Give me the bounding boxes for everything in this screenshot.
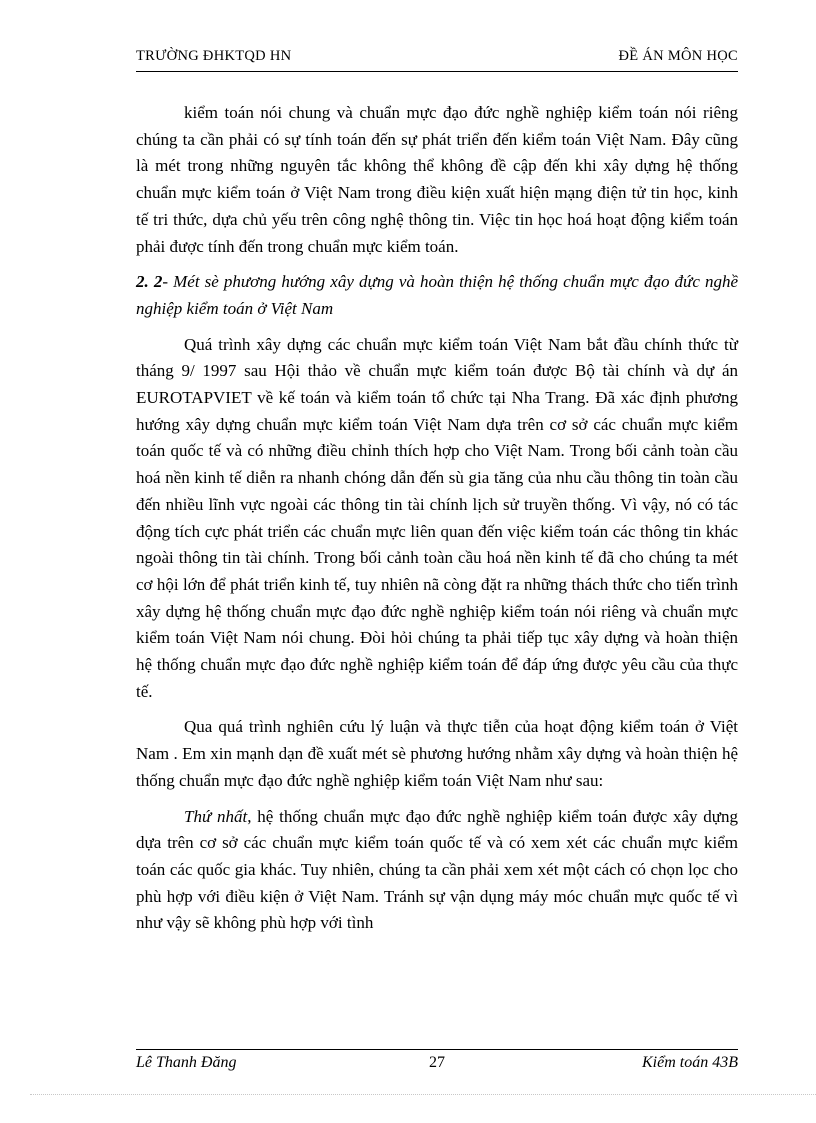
section-title: - Mét sè phương hướng xây dựng và hoàn thiện hệ thống chuẩn mực đạo đức nghề nghiệp kiểm toán ở Việt Nam — [136, 272, 739, 318]
paragraph-1: kiểm toán nói chung và chuẩn mực đạo đức nghề nghiệp kiểm toán nói riêng chúng ta cần phải có sự tính toán đến sự phát triển đến kiểm toán Việt Nam. Đây cũng là mét trong những nguyên tắc không thể không đề cập đến khi xây dựng hệ thống chuẩn mực kiểm toán ở Việt Nam trong điều kiện xuất hiện mạng điện tử tin học, kinh tế tri thức, dựa chủ yếu trên công nghệ thông tin. Việc tin học hoá hoạt động kiểm toán phải được tính đến trong chuẩn mực kiểm toán. — [136, 103, 738, 256]
section-heading — [136, 269, 738, 322]
footer-class: Kiểm toán 43B — [642, 1054, 738, 1071]
header-course: ĐỀ ÁN MÔN HỌC — [618, 48, 738, 64]
page-footer — [136, 1054, 738, 1078]
paragraph-2: Quá trình xây dựng các chuẩn mực kiểm toán Việt Nam bắt đầu chính thức từ tháng 9/ 1997 sau Hội thảo về chuẩn mực kiểm toán được Bộ tài chính và dự án EUROTAPVIET về kế toán và kiểm toán tổ chức tại Nha Trang. Đã xác định phương hướng xây dựng chuẩn mực kiểm toán Việt Nam dựa trên cơ sở các chuẩn mực kiểm toán quốc tế và có những điều chỉnh thích hợp cho Việt Nam. Trong bối cảnh toàn cầu hoá nền kinh tế diễn ra nhanh chóng dẫn đến sù gia tăng của nhu cầu thông tin toàn cầu đến nhiều lĩnh vực ngoài các thông tin tài chính lịch sử truyền thống. Vì vậy, nó có tác động tích cực phát triển các chuẩn mực liên quan đến việc kiểm toán các thông tin khác ngoài thông tin tài chính. Trong bối cảnh toàn cầu hoá nền kinh tế đã cho chúng ta mét cơ hội lớn để phát triển kinh tế, tuy nhiên nã còng đặt ra những thách thức cho tiến trình xây dựng hệ thống chuẩn mực đạo đức nghề nghiệp kiểm toán nói riêng và chuẩn mực kiểm toán Việt Nam nói chung. Đòi hỏi chúng ta phải tiếp tục xây dựng và hoàn thiện hệ thống chuẩn mực đạo đức nghề nghiệp kiểm toán để đáp ứng được yêu cầu của thực tế. — [136, 334, 738, 701]
section-number: 2. 2 — [136, 272, 163, 292]
header-school: TRƯỜNG ĐHKTQD HN — [136, 48, 292, 64]
footer-divider — [136, 1049, 738, 1050]
footer-author: Lê Thanh Đăng — [136, 1054, 237, 1071]
header-divider — [136, 71, 738, 72]
footer-page-number: 27 — [429, 1054, 445, 1071]
paragraph-4-text: , hệ thống chuẩn mực đạo đức nghề nghiệp kiểm toán được xây dựng dựa trên cơ sở các chuẩn mực kiểm toán quốc tế và có xem xét các chuẩn mực kiểm toán các quốc gia khác. Tuy nhiên, chúng ta cần phải xem xét một cách có chọn lọc cho phù hợp với điều kiện ở Việt Nam. Tránh sự vận dụng máy móc chuẩn mực quốc tế vì như vậy sẽ không phù hợp với tình — [136, 806, 739, 933]
paragraph-4-lead: Thứ nhất — [184, 806, 248, 826]
page-body — [136, 100, 738, 937]
page-header — [136, 48, 738, 70]
paragraph-4 — [136, 804, 738, 938]
page-bottom-edge — [30, 1094, 816, 1095]
paragraph-3: Qua quá trình nghiên cứu lý luận và thực tiễn của hoạt động kiểm toán ở Việt Nam . Em xin mạnh dạn đề xuất mét sè phương hướng nhằm xây dựng và hoàn thiện hệ thống chuẩn mực đạo đức nghề nghiệp kiểm toán Việt Nam như sau: — [136, 717, 738, 790]
